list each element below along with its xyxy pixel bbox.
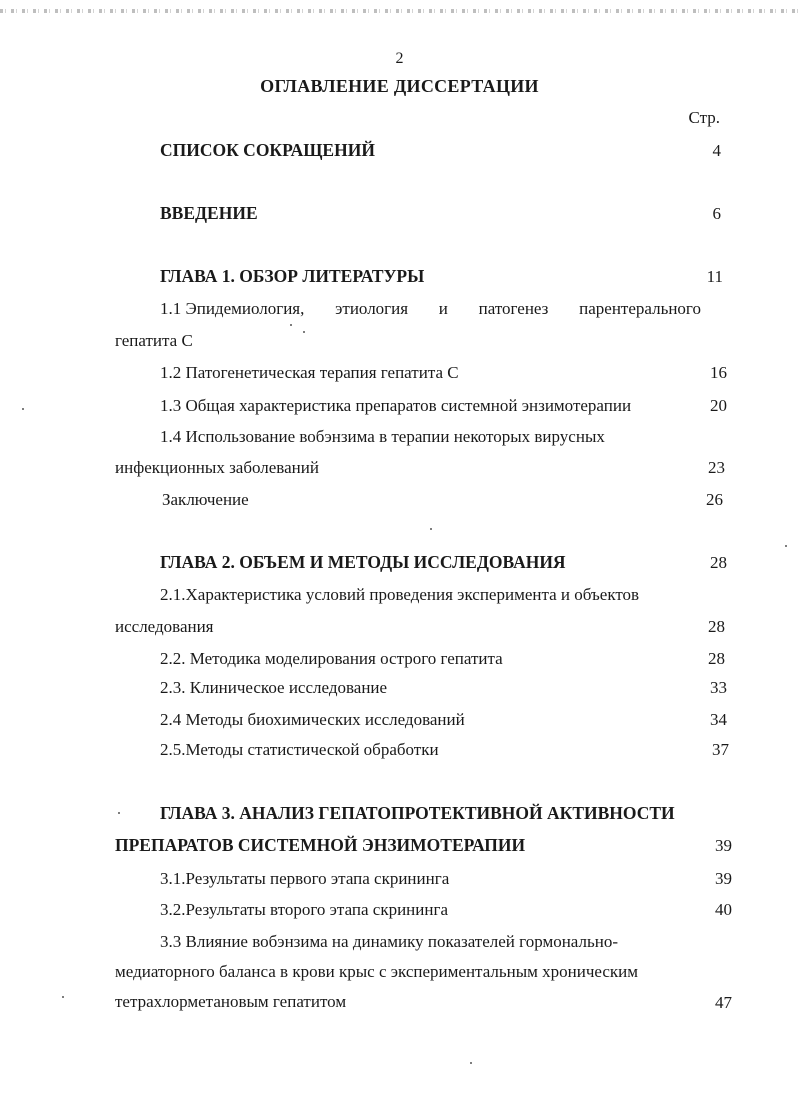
toc-section-1-3-page: 20 — [710, 396, 727, 415]
toc-section-3-1-page: 39 — [715, 869, 732, 888]
toc-section-3-2: 3.2.Результаты второго этапа скрининга — [160, 900, 448, 919]
toc-introduction-page: 6 — [712, 204, 721, 223]
toc-section-2-1-page: 28 — [708, 617, 725, 636]
toc-section-2-2-page: 28 — [708, 649, 725, 668]
toc-chapter-3-line1: ГЛАВА 3. АНАЛИЗ ГЕПАТОПРОТЕКТИВНОЙ АКТИВНОСТИ — [160, 803, 675, 823]
scan-edge-noise — [0, 9, 799, 13]
toc-section-2-5-page: 37 — [712, 740, 729, 759]
toc-section-1-2: 1.2 Патогенетическая терапия гепатита С — [160, 363, 459, 382]
scan-speck — [470, 1062, 472, 1064]
toc-conclusion-page: 26 — [706, 490, 723, 509]
word: парентерального — [579, 299, 701, 318]
toc-conclusion: Заключение — [162, 490, 249, 509]
word: этиология — [335, 299, 409, 318]
scan-speck — [118, 812, 120, 814]
toc-section-3-3-line3: тетрахлорметановым гепатитом — [115, 992, 347, 1011]
page-column-header: Стр. — [688, 108, 720, 127]
toc-chapter-3-page: 39 — [715, 836, 732, 855]
page-title: ОГЛАВЛЕНИЕ ДИССЕРТАЦИИ — [260, 76, 539, 96]
toc-section-3-3-line1: 3.3 Влияние вобэнзима на динамику показателей гормонально- — [160, 932, 618, 951]
toc-section-1-1-line2: гепатита С — [115, 331, 193, 350]
word: 1.1 Эпидемиология, — [160, 299, 305, 318]
word: патогенез — [478, 299, 549, 318]
scan-speck — [785, 545, 787, 547]
toc-section-1-4-line1: 1.4 Использование вобэнзима в терапии некоторых вирусных — [160, 427, 605, 446]
toc-section-3-2-page: 40 — [715, 900, 732, 919]
scan-speck — [303, 331, 305, 333]
toc-section-2-5: 2.5.Методы статистической обработки — [160, 740, 439, 759]
toc-section-1-4-line2: инфекционных заболеваний — [115, 458, 319, 477]
toc-abbreviations-page: 4 — [712, 141, 721, 160]
toc-section-1-1-line1 — [160, 299, 701, 319]
toc-chapter-2: ГЛАВА 2. ОБЪЕМ И МЕТОДЫ ИССЛЕДОВАНИЯ — [160, 552, 566, 572]
toc-introduction: ВВЕДЕНИЕ — [160, 203, 258, 223]
toc-section-2-3-page: 33 — [710, 678, 727, 697]
toc-chapter-1: ГЛАВА 1. ОБЗОР ЛИТЕРАТУРЫ — [160, 266, 425, 286]
scan-speck — [290, 324, 292, 326]
toc-section-2-4: 2.4 Методы биохимических исследований — [160, 710, 465, 729]
toc-section-3-3-line2: медиаторного баланса в крови крыс с экспериментальным хроническим — [115, 962, 639, 981]
toc-section-2-4-page: 34 — [710, 710, 727, 729]
toc-section-2-1-line2: исследования — [115, 617, 214, 636]
toc-section-2-1-line1: 2.1.Характеристика условий проведения эксперимента и объектов — [160, 585, 640, 604]
word: и — [438, 299, 448, 318]
scan-speck — [22, 408, 24, 410]
toc-section-1-4-page: 23 — [708, 458, 725, 477]
toc-section-1-3: 1.3 Общая характеристика препаратов системной энзимотерапии — [160, 396, 632, 415]
scan-speck — [430, 528, 432, 530]
page-number: 2 — [395, 50, 404, 67]
toc-section-1-2-page: 16 — [710, 363, 727, 382]
toc-chapter-2-page: 28 — [710, 553, 727, 572]
toc-section-2-2: 2.2. Методика моделирования острого гепатита — [160, 649, 503, 668]
toc-chapter-1-page: 11 — [706, 267, 723, 286]
toc-section-3-3-page: 47 — [715, 993, 732, 1012]
scan-speck — [62, 996, 64, 998]
toc-chapter-3-line2: ПРЕПАРАТОВ СИСТЕМНОЙ ЭНЗИМОТЕРАПИИ — [115, 835, 526, 855]
toc-section-3-1: 3.1.Результаты первого этапа скрининга — [160, 869, 450, 888]
toc-section-2-3: 2.3. Клиническое исследование — [160, 678, 388, 697]
toc-abbreviations: СПИСОК СОКРАЩЕНИЙ — [160, 140, 375, 160]
